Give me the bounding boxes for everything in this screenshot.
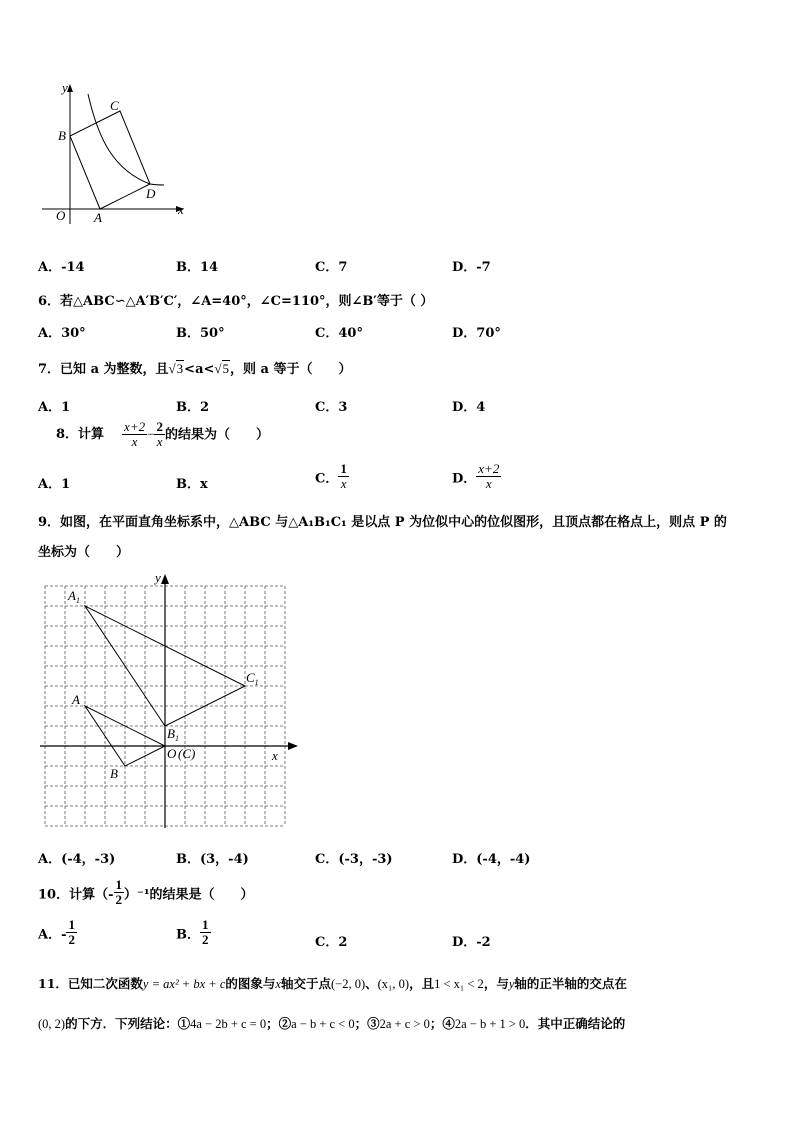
label-a1: $A_1$ xyxy=(68,588,80,605)
label-b1: $B_1$ xyxy=(167,726,179,743)
q10-option-d[interactable]: D．-2 xyxy=(452,935,491,950)
label-y: y xyxy=(155,570,161,585)
q8-option-c-fraction: $\frac{1}{x}$ xyxy=(340,461,347,492)
label-c: C xyxy=(110,98,119,113)
q5-option-b[interactable]: B．14 xyxy=(176,260,219,275)
q9-option-b[interactable]: B．(3，-4) xyxy=(176,852,249,867)
q7-prefix: 7．已知 a 为整数，且 xyxy=(38,362,169,377)
q8-option-a[interactable]: A．1 xyxy=(38,477,71,492)
q6-option-b[interactable]: B．50° xyxy=(176,326,225,341)
q9-stem-line1: 9．如图，在平面直角坐标系中，△ABC 与△A₁B₁C₁ 是以点 P 为位似中心的位似图形，且顶点都在格点上，则点 P 的 xyxy=(38,515,727,530)
label-o: O xyxy=(56,208,66,223)
q8-minus: − xyxy=(147,426,155,442)
q7-mid: <a< xyxy=(184,362,215,377)
q7-suffix: ，则 a 等于（ ） xyxy=(230,362,352,377)
rectangle-abcd xyxy=(70,111,150,209)
q8-option-d[interactable]: D． $\frac{x+2}{x}$ xyxy=(452,461,500,492)
q10-option-c[interactable]: C．2 xyxy=(315,935,348,950)
q10-option-b[interactable]: B． $\frac{1}{2}$ xyxy=(176,917,209,948)
q8-option-d-fraction: $\frac{x+2}{x}$ xyxy=(478,461,500,492)
q7-option-d[interactable]: D．4 xyxy=(452,400,486,415)
label-b: B xyxy=(58,128,66,143)
q7-option-a[interactable]: A．1 xyxy=(38,400,71,415)
q7-option-b[interactable]: B．2 xyxy=(176,400,210,415)
q11-stem-line1: 11．已知二次函数y = ax² + bx + c的图象与x轴交于点(−2, 0)、(x₁, 0)，且1 < x₁ < 2，与y轴的正半轴的交点在 xyxy=(38,976,627,991)
x-axis-arrow xyxy=(288,742,298,750)
hyperbola-curve xyxy=(88,94,164,185)
q10-fraction: $\frac{1}{2}$ xyxy=(115,877,122,908)
q8-prefix: 8．计算 xyxy=(56,427,105,443)
q8-fraction-2: $\frac{2}{x}$ xyxy=(156,419,163,450)
label-c1: $C_1$ xyxy=(246,670,259,687)
q8-fraction-1: $\frac{x+2}{x}$ xyxy=(124,419,146,450)
label-x: x xyxy=(272,748,278,763)
q7-sqrt3: √3 xyxy=(168,361,184,376)
q5-option-d[interactable]: D．-7 xyxy=(452,260,491,275)
label-a: A xyxy=(94,210,102,225)
y-axis-arrow xyxy=(67,84,73,92)
q7-option-c[interactable]: C．3 xyxy=(315,400,348,415)
label-o: O xyxy=(167,746,177,761)
label-b: B xyxy=(110,766,118,781)
q9-option-c[interactable]: C．(-3，-3) xyxy=(315,852,393,867)
q9-stem-line2: 坐标为（ ） xyxy=(38,545,130,560)
label-x: x xyxy=(178,202,184,217)
q10-option-a[interactable]: A．- $\frac{1}{2}$ xyxy=(38,917,75,948)
q8-suffix: 的结果为（ ） xyxy=(164,427,269,443)
y-axis-arrow xyxy=(161,574,169,584)
q9-option-a[interactable]: A．(-4，-3) xyxy=(38,852,116,867)
figure-2-grid xyxy=(36,570,300,832)
q5-option-a[interactable]: A．-14 xyxy=(38,260,85,275)
q10-stem: 10．计算（- $\frac{1}{2}$ ）⁻¹的结果是（ ） xyxy=(38,877,254,908)
q7-stem xyxy=(38,358,352,377)
figure-1-graph xyxy=(38,78,198,226)
q9-option-d[interactable]: D．(-4，-4) xyxy=(452,852,531,867)
q11-stem-line2: (0, 2)的下方．下列结论：①4a − 2b + c = 0；②a − b + c < 0；③2a + c > 0；④2a − b + 1 > 0．其中正确结论的 xyxy=(38,1016,626,1031)
label-a: A xyxy=(72,692,80,707)
q10-option-a-fraction: $\frac{1}{2}$ xyxy=(68,917,75,948)
label-d: D xyxy=(146,186,156,201)
q10-option-b-fraction: $\frac{1}{2}$ xyxy=(202,917,209,948)
label-y: y xyxy=(62,80,68,95)
q8-option-c[interactable]: C． $\frac{1}{x}$ xyxy=(315,461,347,492)
q6-option-d[interactable]: D．70° xyxy=(452,326,501,341)
q8-stem xyxy=(56,420,269,450)
q5-option-c[interactable]: C．7 xyxy=(315,260,348,275)
q6-stem: 6．若△ABC∽△A′B′C′，∠A=40°，∠C=110°，则∠B′等于（ ） xyxy=(38,294,434,309)
q6-option-a[interactable]: A．30° xyxy=(38,326,86,341)
q7-sqrt5: √5 xyxy=(214,361,230,376)
q8-option-b[interactable]: B．x xyxy=(176,477,208,492)
q6-option-c[interactable]: C．40° xyxy=(315,326,363,341)
label-c: (C) xyxy=(178,746,196,761)
